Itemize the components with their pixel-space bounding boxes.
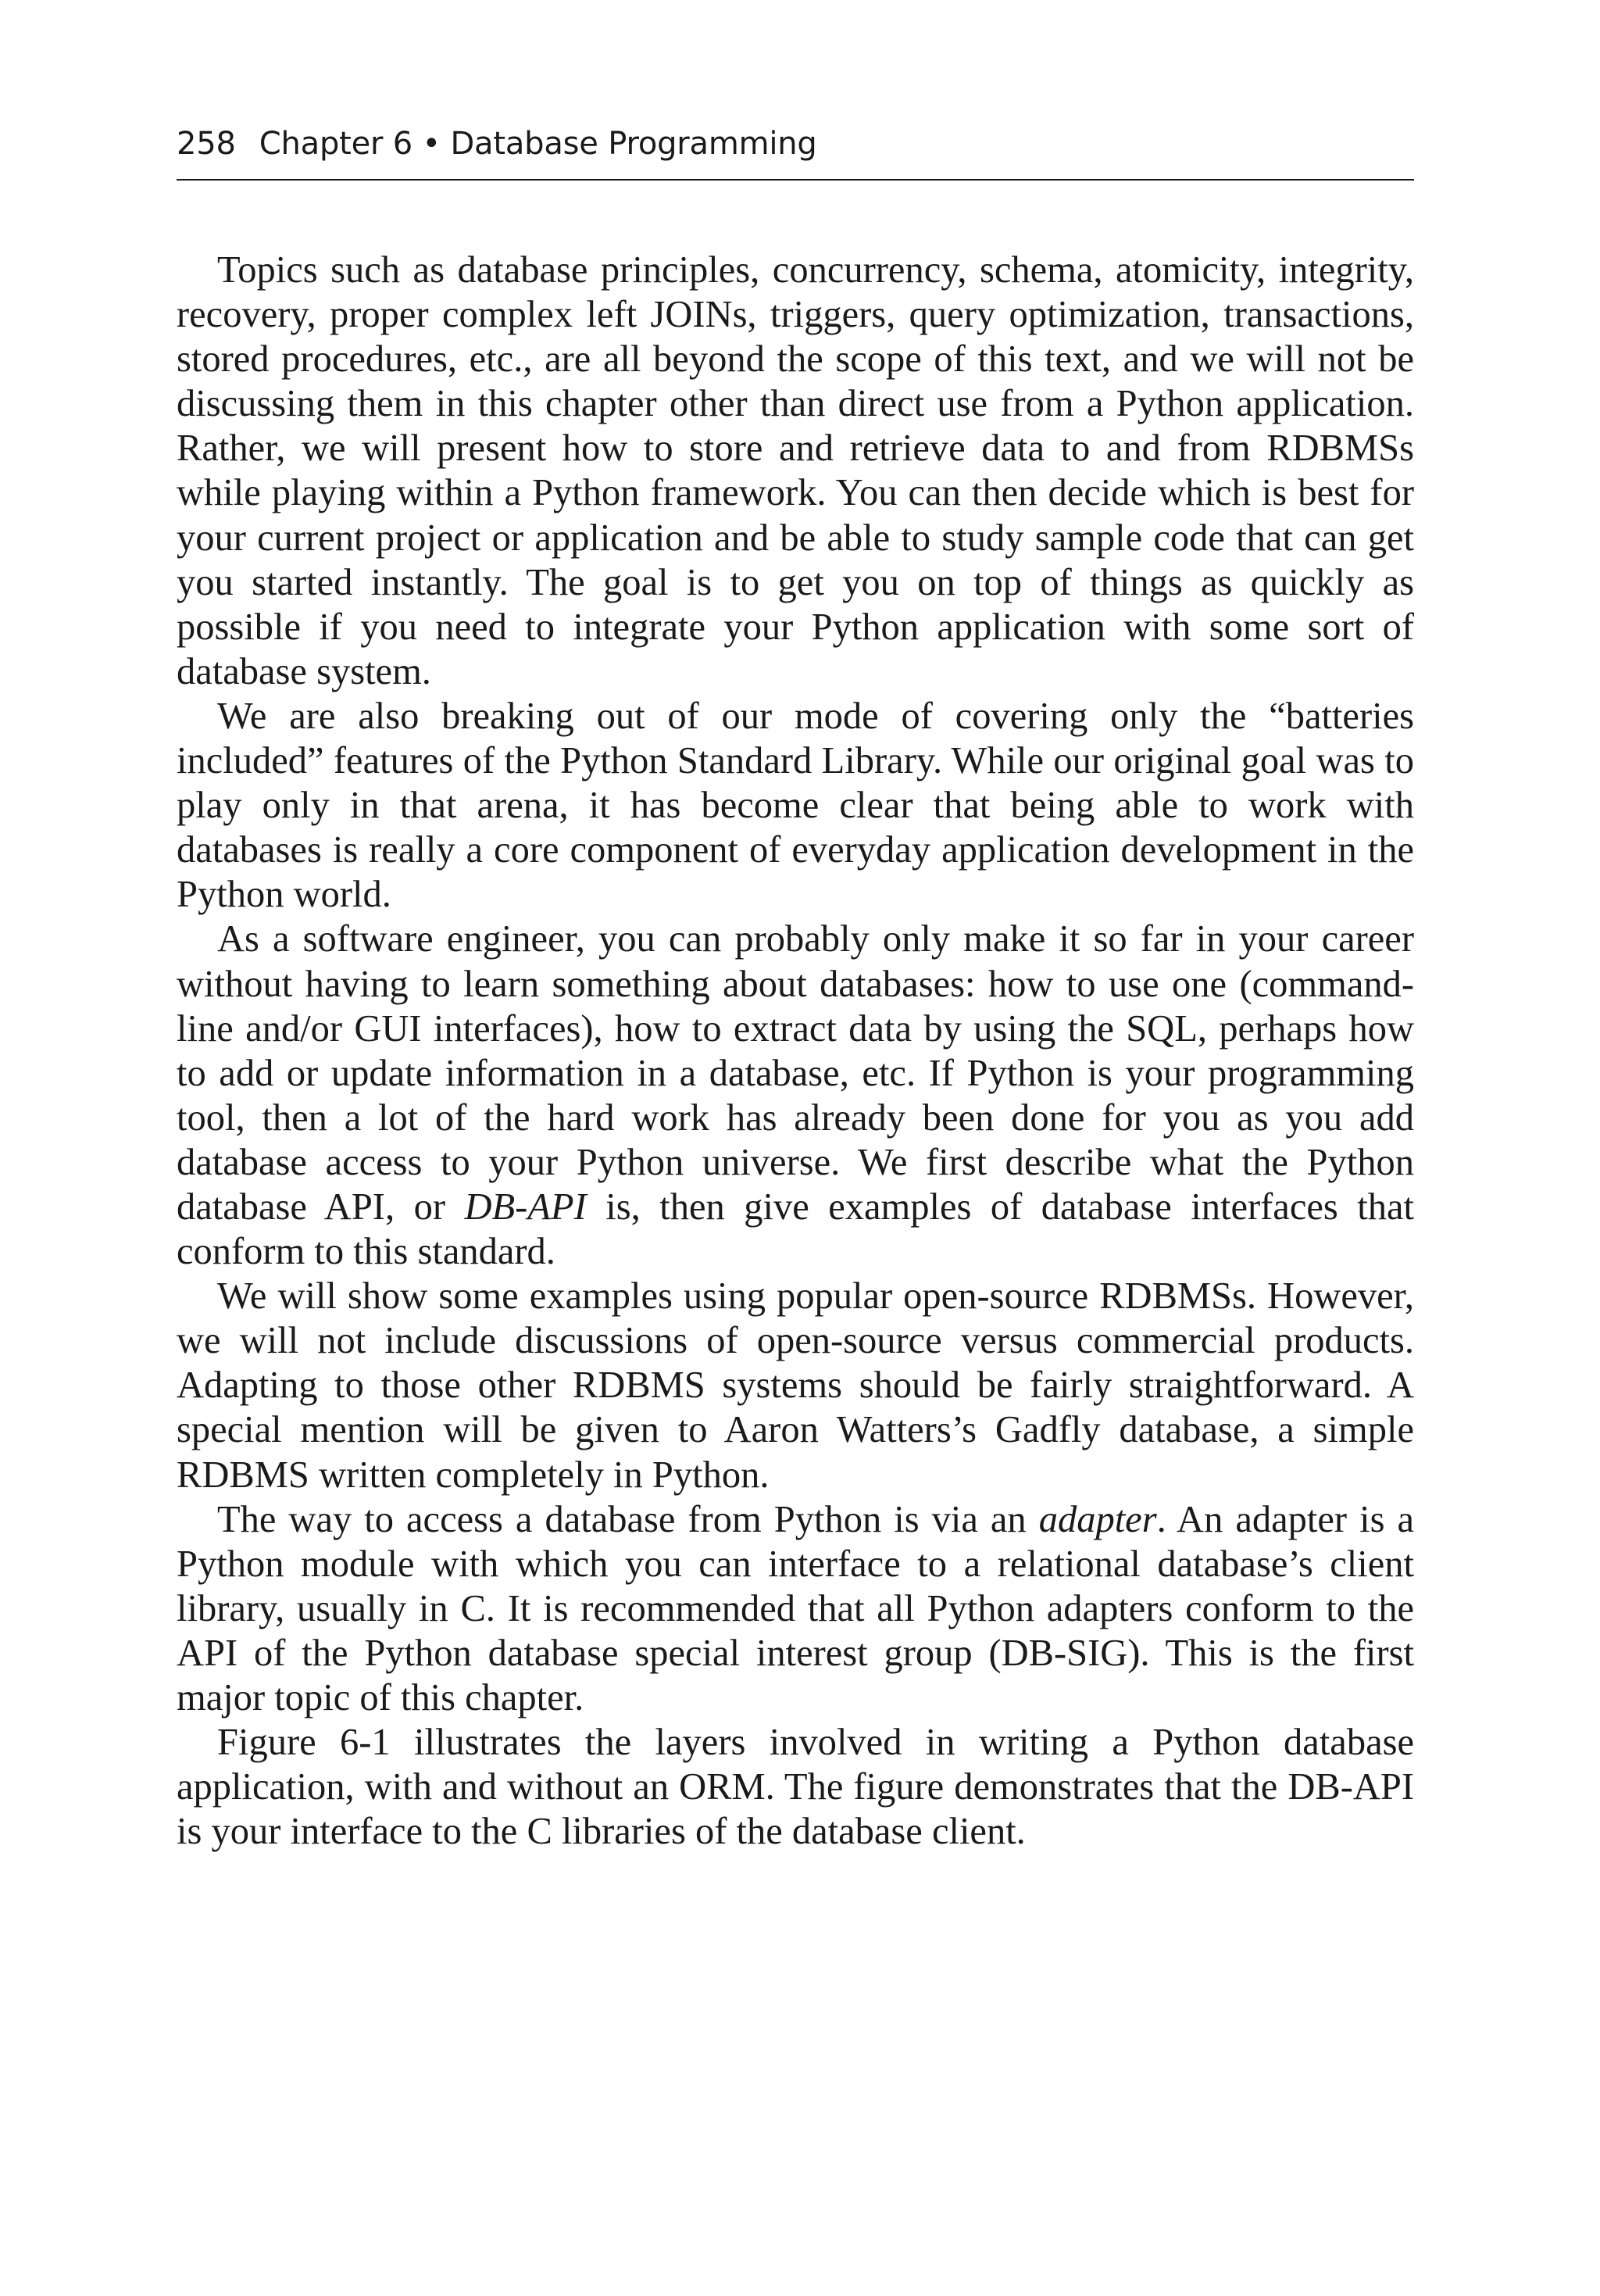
paragraph-software-engineer (177, 917, 1414, 1274)
page-number: 258 (177, 126, 236, 162)
chapter-title: Chapter 6 • Database Programming (259, 126, 817, 162)
paragraph-scope: Topics such as database principles, concurrency, schema, atomicity, integrity, recovery, proper complex left JOINs, triggers, query optimization, transactions, stored procedures, etc., are all beyond the scope of this text, and we will not be discussing them in this chapter other than direct use from a Python application. Rather, we will present how to store and retrieve data to and from RDBMSs while playing within a Python framework. You can then decide which is best for your current project or application and be able to study sample code that can get you started instantly. The goal is to get you on top of things as quickly as possible if you need to integrate your Python application with some sort of database system. (177, 249, 1414, 692)
paragraph-text: . An adapter is a Python module with which you can interface to a relational database’s client library, usually in C. It is recommended that all Python adapters conform to the API of the Python database special interest group (DB-SIG). This is the first major topic of this chapter. (177, 1498, 1414, 1718)
emphasis-adapter: adapter (1038, 1498, 1157, 1540)
paragraph-text: is, then give examples of database interfaces that conform to this standard. (177, 1186, 1414, 1273)
paragraph-batteries-included: We are also breaking out of our mode of covering only the “batteries included” features of the Python Standard Library. While our original goal was to play only in that arena, it has become clear that being able to work with databases is really a core component of everyday application development in the Python world. (177, 695, 1414, 916)
paragraph-text: As a software engineer, you can probably only make it so far in your career without having to learn something about databases: how to use one (command-line and/or GUI interfaces), how to extract data by using the SQL, perhaps how to add or update information in a database, etc. If Python is your programming tool, then a lot of the hard work has already been done for you as you add database access to your Python universe. We first describe what the Python database API, or (177, 918, 1414, 1228)
paragraph-figure-reference: Figure 6-1 illustrates the layers involved in writing a Python database application, with and without an ORM. The figure demonstrates that the DB-API is your interface to the C libraries of the database client. (177, 1722, 1414, 1853)
running-head (177, 125, 1414, 163)
header-rule (177, 179, 1414, 181)
paragraph-text: The way to access a database from Python is via an (217, 1498, 1039, 1540)
emphasis-db-api: DB-API (464, 1186, 587, 1228)
body-text (177, 248, 1414, 1854)
paragraph-adapter (177, 1497, 1414, 1720)
paragraph-open-source: We will show some examples using popular open-source RDBMSs. However, we will not include discussions of open-source versus commercial products. Adapting to those other RDBMS systems should be fairly straightforward. A special mention will be given to Aaron Watters’s Gadfly database, a simple RDBMS written completely in Python. (177, 1275, 1414, 1496)
